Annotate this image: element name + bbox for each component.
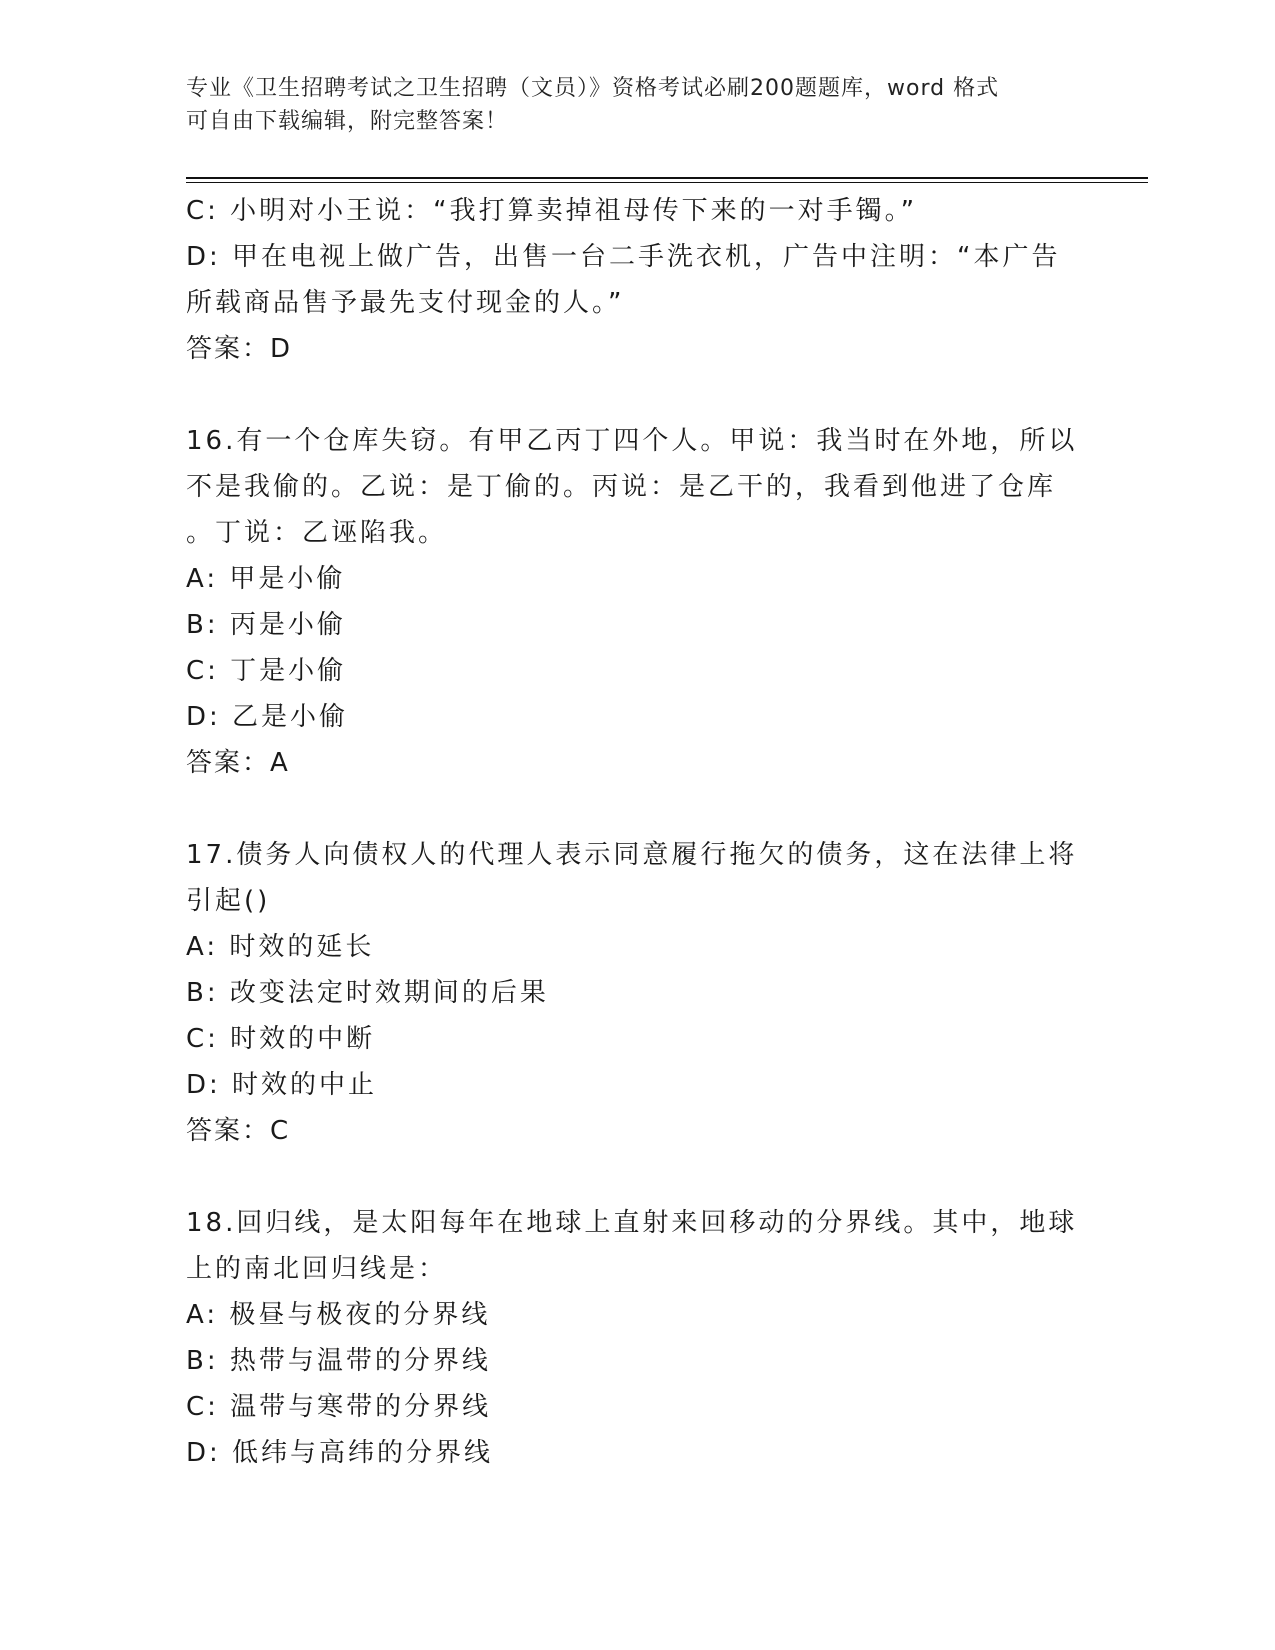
spacer: [186, 786, 1086, 832]
header-line-2: 可自由下载编辑，附完整答案！: [186, 109, 509, 134]
q17-option-b: B: 改变法定时效期间的后果: [186, 978, 549, 1008]
q16-option-c: C: 丁是小偷: [186, 656, 347, 686]
page-header: [186, 72, 1066, 138]
header-rule-thick: [186, 177, 1148, 179]
header-line-1: 专业《卫生招聘考试之卫生招聘（文员）》资格考试必刷200题题库，word 格式: [186, 76, 1000, 101]
q15-option-c: C: 小明对小王说：“我打算卖掉祖母传下来的一对手镯。”: [186, 196, 918, 226]
q16-option-d: D: 乙是小偷: [186, 702, 349, 732]
q17-option-a: A: 时效的延长: [186, 932, 375, 962]
question-18: [186, 1200, 1086, 1476]
q16-stem-line-2: 不是我偷的。乙说：是丁偷的。丙说：是乙干的，我看到他进了仓库: [186, 472, 1057, 502]
q15-answer: 答案：D: [186, 334, 293, 364]
question-content: [186, 188, 1086, 1476]
q18-stem-line-2: 上的南北回归线是：: [186, 1254, 448, 1284]
q16-option-b: B: 丙是小偷: [186, 610, 346, 640]
q15-option-d-line-1: D: 甲在电视上做广告，出售一台二手洗衣机，广告中注明：“本广告: [186, 242, 1061, 272]
question-17: [186, 832, 1086, 1154]
q16-option-a: A: 甲是小偷: [186, 564, 346, 594]
q16-stem-line-3: 。丁说：乙诬陷我。: [186, 518, 448, 548]
spacer: [186, 372, 1086, 418]
q17-stem-line-1: 17.债务人向债权人的代理人表示同意履行拖欠的债务，这在法律上将: [186, 840, 1078, 870]
q18-option-d: D: 低纬与高纬的分界线: [186, 1438, 494, 1468]
q17-answer: 答案：C: [186, 1116, 291, 1146]
q18-option-a: A: 极昼与极夜的分界线: [186, 1300, 491, 1330]
q18-option-b: B: 热带与温带的分界线: [186, 1346, 491, 1376]
q18-option-c: C: 温带与寒带的分界线: [186, 1392, 492, 1422]
spacer: [186, 1154, 1086, 1200]
q15-option-d-line-2: 所载商品售予最先支付现金的人。”: [186, 288, 625, 318]
q18-stem-line-1: 18.回归线，是太阳每年在地球上直射来回移动的分界线。其中，地球: [186, 1208, 1078, 1238]
question-15-tail: [186, 188, 1086, 372]
q16-answer: 答案：A: [186, 748, 290, 778]
question-16: [186, 418, 1086, 786]
q17-stem-line-2: 引起(): [186, 886, 271, 916]
q17-option-d: D: 时效的中止: [186, 1070, 378, 1100]
header-rule-thin: [186, 182, 1148, 183]
q17-option-c: C: 时效的中断: [186, 1024, 376, 1054]
q16-stem-line-1: 16.有一个仓库失窃。有甲乙丙丁四个人。甲说：我当时在外地，所以: [186, 426, 1078, 456]
